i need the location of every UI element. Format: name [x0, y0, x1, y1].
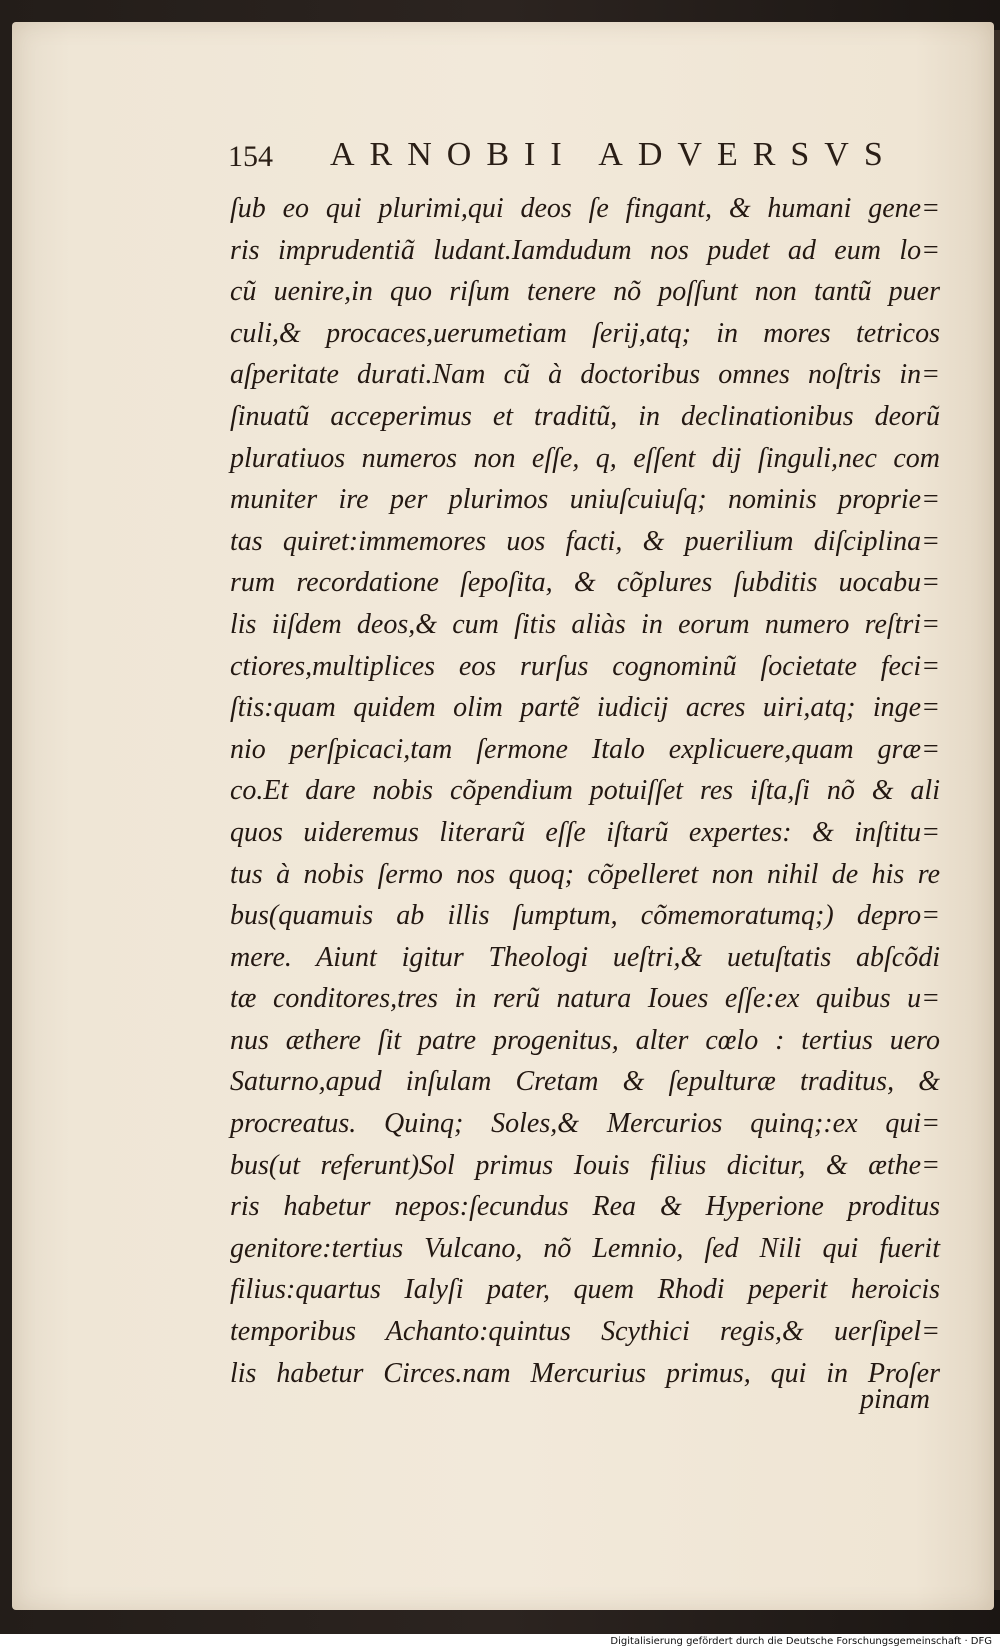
- text-line: procreatus. Quinq; Soles,& Mercurios quinq;:ex qui=: [230, 1108, 940, 1140]
- text-line: cũ uenire,in quo riſum tenere nõ poſſunt non tantũ puer: [230, 276, 940, 308]
- text-line: tas quiret:immemores uos facti, & puerilium diſciplina=: [230, 525, 940, 557]
- running-title: ARNOBII ADVERSVS: [330, 136, 898, 173]
- text-line: ris habetur nepos:ſecundus Rea & Hyperione proditus: [230, 1191, 940, 1223]
- text-line: co.Et dare nobis cõpendium potuiſſet res iſta,ſi nõ & ali: [230, 775, 940, 807]
- page-number: 154: [228, 140, 273, 173]
- text-line: tus à nobis ſermo nos quoq; cõpelleret non nihil de his re: [230, 858, 940, 890]
- text-line: ris imprudentiã ludant.Iamdudum nos pudet ad eum lo=: [230, 234, 940, 266]
- text-line: rum recordatione ſepoſita, & cõplures ſubditis uocabu=: [230, 567, 940, 599]
- text-line: temporibus Achanto:quintus Scythici regis,& uerſipel=: [230, 1316, 940, 1348]
- text-line: lis habetur Circes.nam Mercurius primus, qui in Proſer: [230, 1357, 940, 1389]
- text-line: pluratiuos numeros non eſſe, q, eſſent dij ſinguli,nec com: [230, 442, 940, 474]
- text-line: nus æthere ſit patre progenitus, alter cœlo : tertius uero: [230, 1024, 940, 1056]
- text-line: mere. Aiunt igitur Theologi ueſtri,& uetuſtatis abſcõdi: [230, 941, 940, 973]
- text-line: bus(quamuis ab illis ſumptum, cõmemoratumq;) depro=: [230, 900, 940, 932]
- text-line: Saturno,apud inſulam Cretam & ſepulturæ traditus, &: [230, 1066, 940, 1098]
- text-line: filius:quartus Ialyſi pater, quem Rhodi peperit heroicis: [230, 1274, 940, 1306]
- text-line: lis iiſdem deos,& cum ſitis aliàs in eorum numero reſtri=: [230, 608, 940, 640]
- text-line: ctiores,multiplices eos rurſus cognominũ ſocietate feci=: [230, 650, 940, 682]
- text-line: tæ conditores,tres in rerũ natura Ioues eſſe:ex quibus u=: [230, 983, 940, 1015]
- text-line: muniter ire per plurimos uniuſcuiuſq; nominis proprie=: [230, 484, 940, 516]
- text-line: aſperitate durati.Nam cũ à doctoribus omnes noſtris in=: [230, 359, 940, 391]
- text-line: ſub eo qui plurimi,qui deos ſe fingant, & humani gene=: [230, 193, 940, 224]
- binding-edge: [994, 30, 1000, 1590]
- body-text: [230, 188, 940, 1394]
- text-line: bus(ut referunt)Sol primus Iouis filius dicitur, & æthe=: [230, 1149, 940, 1181]
- text-line: ſinuatũ acceperimus et traditũ, in declinationibus deorũ: [230, 400, 940, 432]
- page-header: [228, 132, 898, 182]
- catchword: pinam: [860, 1384, 930, 1415]
- text-line: ſtis:quam quidem olim partẽ iudicij acres uiri,atq; inge=: [230, 692, 940, 724]
- text-line: culi,& procaces,uerumetiam ſerij,atq; in mores tetricos: [230, 317, 940, 349]
- digitization-credit: Digitalisierung gefördert durch die Deutsche Forschungsgemeinschaft · DFG: [610, 1636, 992, 1647]
- text-line: nio perſpicaci,tam ſermone Italo explicuere,quam græ=: [230, 733, 940, 765]
- text-line: quos uideremus literarũ eſſe iſtarũ expertes: & inſtitu=: [230, 816, 940, 848]
- text-line: genitore:tertius Vulcano, nõ Lemnio, ſed Nili qui fuerit: [230, 1232, 940, 1264]
